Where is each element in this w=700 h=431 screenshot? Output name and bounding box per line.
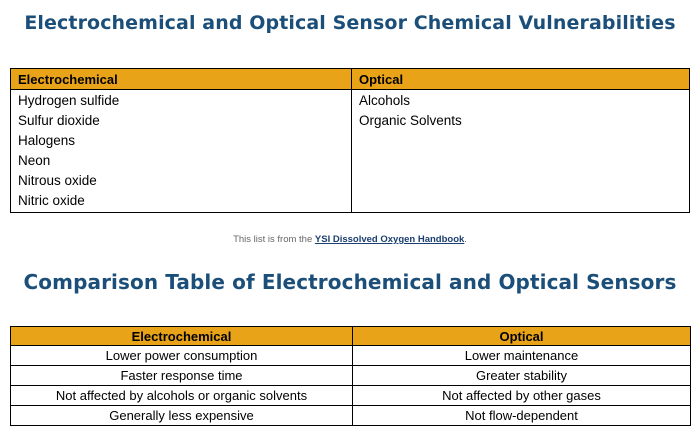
table-cell: Not affected by alcohols or organic solvents bbox=[11, 386, 353, 406]
vulnerabilities-table bbox=[10, 68, 690, 213]
optical-list bbox=[359, 92, 689, 132]
electrochemical-vulnerabilities-cell bbox=[11, 90, 352, 213]
list-item: Hydrogen sulfide bbox=[18, 93, 120, 108]
optical-vulnerabilities-cell bbox=[352, 90, 690, 213]
table-row bbox=[11, 346, 691, 366]
list-item: Sulfur dioxide bbox=[18, 113, 100, 128]
list-item: Alcohols bbox=[359, 93, 411, 108]
comparison-table bbox=[10, 326, 691, 426]
page-title: Electrochemical and Optical Sensor Chemical Vulnerabilities bbox=[24, 12, 676, 34]
source-note-prefix: This list is from the bbox=[233, 234, 315, 245]
column-header-electrochemical: Electrochemical bbox=[11, 327, 353, 346]
ysi-handbook-link[interactable]: YSI Dissolved Oxygen Handbook bbox=[314, 234, 465, 245]
table-cell: Not flow-dependent bbox=[353, 406, 691, 426]
table-row bbox=[11, 366, 691, 386]
column-header-optical: Optical bbox=[352, 69, 690, 90]
list-item: Neon bbox=[18, 153, 51, 168]
table-header-row bbox=[11, 327, 691, 346]
list-item: Halogens bbox=[18, 133, 76, 148]
list-item: Nitrous oxide bbox=[18, 173, 97, 188]
table-row bbox=[11, 90, 690, 213]
table-cell: Lower power consumption bbox=[11, 346, 353, 366]
table-cell: Not affected by other gases bbox=[353, 386, 691, 406]
table-cell: Faster response time bbox=[11, 366, 353, 386]
table-cell: Generally less expensive bbox=[11, 406, 353, 426]
table-cell: Lower maintenance bbox=[353, 346, 691, 366]
column-header-electrochemical: Electrochemical bbox=[11, 69, 352, 90]
column-header-optical: Optical bbox=[353, 327, 691, 346]
table-row bbox=[11, 406, 691, 426]
list-item: Organic Solvents bbox=[359, 113, 462, 128]
list-item: Nitric oxide bbox=[18, 193, 85, 208]
electrochemical-list bbox=[18, 92, 351, 212]
table-row bbox=[11, 386, 691, 406]
source-note-suffix: . bbox=[464, 234, 467, 245]
comparison-title: Comparison Table of Electrochemical and Optical Sensors bbox=[23, 270, 677, 294]
source-note bbox=[0, 234, 700, 245]
table-header-row bbox=[11, 69, 690, 90]
table-cell: Greater stability bbox=[353, 366, 691, 386]
